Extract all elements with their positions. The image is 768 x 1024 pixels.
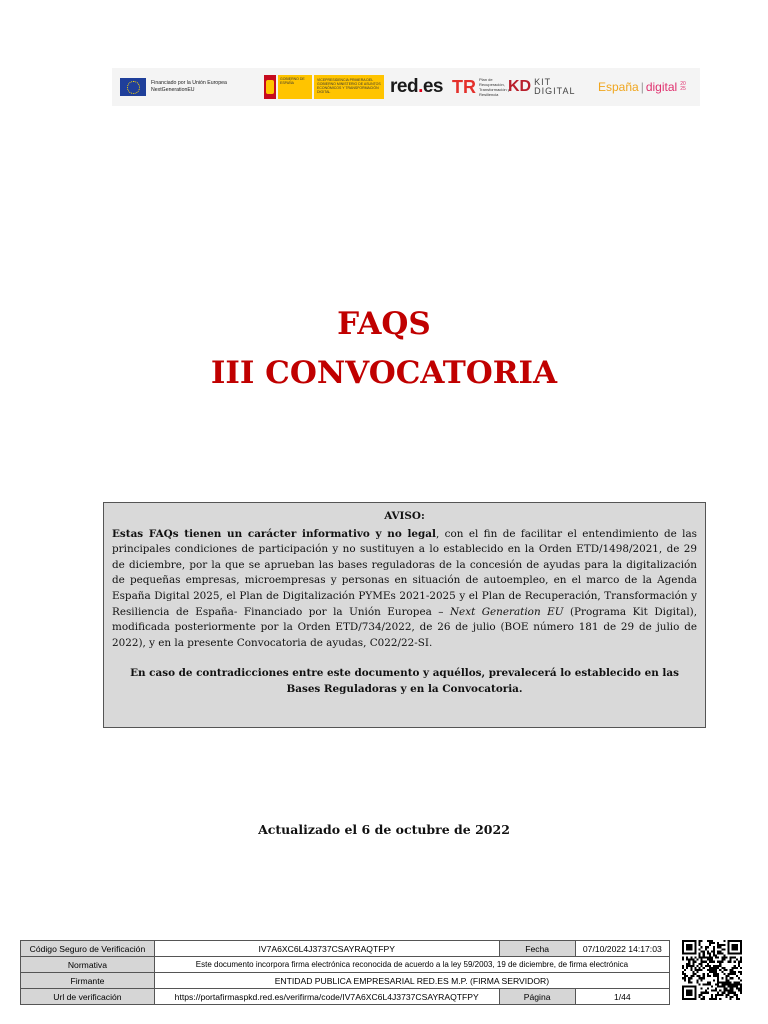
fecha-label: Fecha [499, 941, 575, 957]
kit-digital-logo [508, 74, 575, 100]
redes-logo: red.es [390, 76, 443, 97]
gobierno-text: GOBIERNO DE ESPAÑA [278, 75, 312, 99]
notice-body [112, 527, 697, 652]
digital-text: DIGITAL [534, 86, 576, 96]
kit-text: KIT [534, 77, 552, 87]
verification-table [20, 940, 670, 1005]
table-row [21, 973, 670, 989]
plan-mark-icon: TR [452, 76, 476, 97]
firmante-label: Firmante [21, 973, 155, 989]
updated-date: Actualizado el 6 de octubre de 2022 [258, 822, 510, 837]
notice-heading: AVISO: [384, 510, 425, 522]
table-row [21, 989, 670, 1005]
plan-text: Plan de Recuperación, Transformación y Resiliencia [479, 77, 510, 97]
qr-code-icon [682, 940, 742, 1000]
fecha-value: 07/10/2022 14:17:03 [575, 941, 669, 957]
url-label: Url de verificación [21, 989, 155, 1005]
firmante-value: ENTIDAD PUBLICA EMPRESARIAL RED.ES M.P. (FIRMA SERVIDOR) [154, 973, 669, 989]
normativa-value: Este documento incorpora firma electrónica reconocida de acuerdo a la ley 59/2003, 19 de diciembre, de firma electrónica [154, 957, 669, 973]
eu-flag-icon [120, 78, 146, 96]
csv-value: IV7A6XC6L4J3737CSAYRAQTFPY [154, 941, 499, 957]
pagina-label: Página [499, 989, 575, 1005]
logo-strip [112, 68, 700, 106]
csv-label: Código Seguro de Verificación [21, 941, 155, 957]
eu-funding-text: Financiado por la Unión Europea [151, 80, 227, 86]
kit-digital-mark-icon: KD [508, 78, 532, 95]
espana-2025-bottom: 25 [680, 86, 686, 92]
pagina-value: 1/44 [575, 989, 669, 1005]
espana-digital-logo: España | digital 20 25 [598, 80, 686, 94]
notice-closing: En caso de contradicciones entre este documento y aquéllos, prevalecerá lo establecido en las Bases Reguladoras y en la Convocatoria. [130, 667, 679, 695]
spain-crest-icon [264, 75, 276, 99]
ministerio-text: VICEPRESIDENCIA PRIMERA DEL GOBIERNO MINISTERIO DE ASUNTOS ECONÓMICOS Y TRANSFORMACIÓN DIGITAL [314, 75, 384, 99]
eu-nextgen-text: NextGenerationEU [151, 87, 195, 93]
gobierno-logo [264, 74, 384, 100]
eu-logo [120, 74, 227, 100]
espana-2025-top: 20 [680, 81, 686, 87]
page-title: FAQS [337, 306, 431, 342]
normativa-label: Normativa [21, 957, 155, 973]
page-subtitle: III CONVOCATORIA [210, 355, 558, 391]
notice-lead: Estas FAQs tienen un carácter informativo y no legal [112, 527, 436, 540]
table-row [21, 941, 670, 957]
notice-body-1: , con el fin de facilitar el entendimiento de las principales condiciones de participación y no sustituyen a lo establecido en la Orden ETD/1498/2021, de 29 de diciembre, por la que se aprueban las bases reguladoras de la concesión de ayudas para la digitalización de pequeñas empresas, microempresas y personas en situación de autoempleo, en el marco de la Agenda España Digital 2025, el Plan de Digitalización PYMEs 2021-2025 y el Plan de Recuperación, Transformación y Resiliencia de España- Financiado por la Unión Europea – [112, 527, 697, 618]
notice-body-italic: Next Generation EU [449, 605, 564, 618]
notice-body-2: (Programa Kit Digital), modificada posteriormente por la Orden ETD/734/2022, de 26 de julio (BOE número 181 de 29 de julio de 2022), y en la presente Convocatoria de ayudas, C022/22-SI. [112, 605, 697, 649]
table-row [21, 957, 670, 973]
notice-box [103, 502, 706, 728]
verification-url-link[interactable]: https://portafirmaspkd.red.es/verifirma/code/IV7A6XC6L4J3737CSAYRAQTFPY [154, 989, 499, 1005]
